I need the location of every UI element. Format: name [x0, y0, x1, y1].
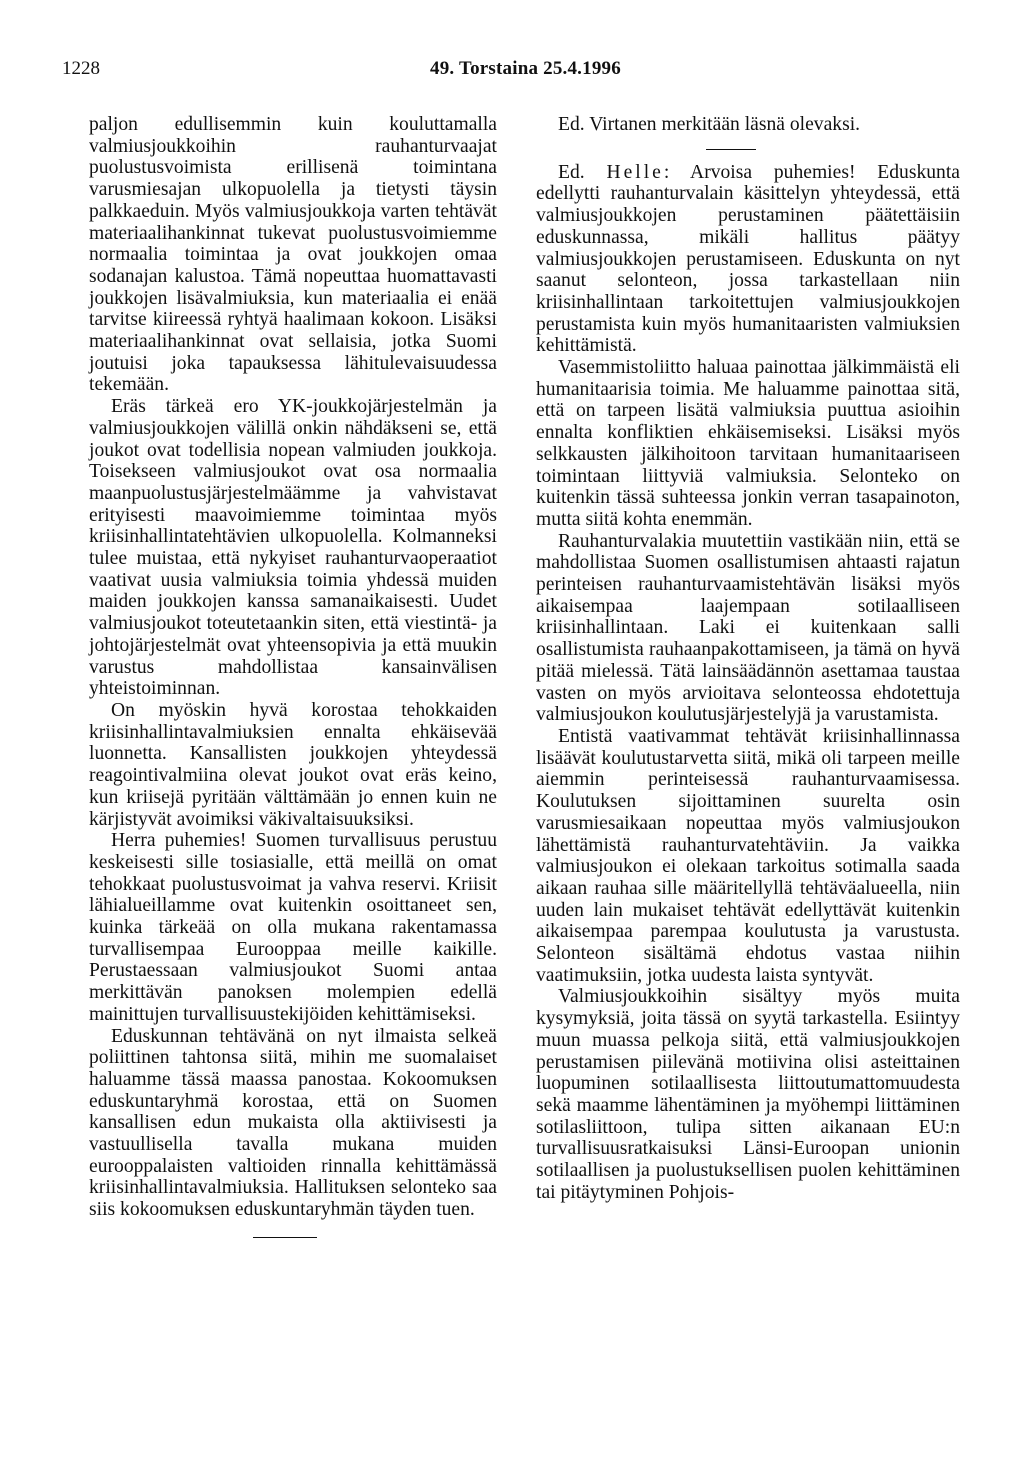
left-column [89, 114, 497, 1238]
left-paragraph-4: Herra puhemies! Suomen turvallisuus perustuu keskeisesti sille tosiasialle, että meillä on omat tehokkaat puolustusvoimat ja vahva reservi. Kriisit lähialueillamme ovat kuitenkin osoittaneet sen, kuinka tärkeää on olla mukana rakentamassa turvallisempaa Eurooppaa meille kaikille. Perustaessaan valmiusjoukot Suomi antaa merkittävän panoksen molempien edellä mainittujen turvallisuustekijöiden kehittämiseksi. [89, 830, 497, 1025]
right-paragraph-4: Entistä vaativammat tehtävät kriisinhallinnassa lisäävät koulutustarvetta siitä, mikä oli tarpeen meille aiemmin perinteisessä rauhanturvaamisessa. Koulutuksen sijoittaminen suurelta osin varusmiesaikaan nopeuttaa myös valmiusjoukon lähettämistä rauhanturvatehtäviin. Ja vaikka valmiusjoukon ei olekaan tarkoitus sotimalla saada aikaan rauhaa sille määritellyllä tehtäväalueella, niin uuden lain mukaiset tehtävät edellyttävät kuitenkin aikaisempaa parempaa koulutusta ja varustusta. Selonteon sisältämä ehdotus vastaa niihin vaatimuksiin, jotka uudesta laista syntyvät. [536, 725, 960, 986]
page-number: 1228 [62, 58, 100, 79]
right-column [536, 114, 960, 1203]
left-paragraph-5: Eduskunnan tehtävänä on nyt ilmaista selkeä poliittinen tahtonsa siitä, mihin me suomalaiset haluamme tässä maassa panostaa. Kokoomuksen eduskuntaryhmä korostaa, että on Suomen kansallisen edun mukaista olla aktiivisesti ja vastuullisella tavalla mukana muiden eurooppalaisten valtioiden rinnalla kehittämässä kriisinhallintavalmiuksia. Hallituksen selonteko saa siis kokoomuksen eduskuntaryhmän täyden tuen. [89, 1025, 497, 1221]
left-paragraph-1: paljon edullisemmin kuin kouluttamalla valmiusjoukkoihin rauhanturvaajat puolustusvoimista erillisenä toimintana varusmiesajan ulkopuolella ja tietysti täysin palkkaeduin. Myös valmiusjoukkoja varten tehtävät materiaalihankinnat tukevat puolustusvoimiemme normaalia toimintaa ja ovat joukkojen omaa sodanajan kalustoa. Tämä nopeuttaa huomattavasti joukkojen lisävalmiuksia, kun materiaalia ei enää tarvitse kiireessä ryhtyä haalimaan kokoon. Lisäksi materiaalihankinnat ovat sellaisia, jotka Suomi joutuisi joka tapauksessa lähitulevaisuudessa tekemään. [89, 114, 497, 396]
left-paragraph-3: On myöskin hyvä korostaa tehokkaiden kriisinhallintavalmiuksien ennalta ehkäisevää luonnetta. Kansallisten joukkojen yhteydessä reagointivalmiina olevat joukot ovat eräs keino, kun kriisejä pyritään välttämään jo ennen kuin ne kärjistyvät avoimiksi väkivaltaisuuksiksi. [89, 699, 497, 830]
running-title: 49. Torstaina 25.4.1996 [430, 58, 621, 79]
right-paragraph-2: Vasemmistoliitto haluaa painottaa jälkimmäistä eli humanitaarisia toimia. Me haluamme painottaa sitä, että on tarpeen lisätä valmiuksia puuttua asioihin ennalta konfliktien ehkäisemiseksi. Lisäksi myös selkkausten jälkihoitoon tarvitaan humanitaariseen toimintaan liittyviä valmiuksia. Selonteko on kuitenkin tässä suhteessa jonkin verran tasapainoton, mutta siitä kohta enemmän. [536, 357, 960, 530]
right-paragraph-1-text: Arvoisa puhemies! Eduskunta edellytti rauhanturvalain käsittelyn yhteydessä, että valmiusjoukkojen perustaminen päätettäisiin eduskunnassa, mikäli hallitus päätyy valmiusjoukkojen perustamiseen. Eduskunta on nyt saanut selonteon, jossa tarkastellaan niin kriisinhallintaan tarkoitettujen valmiusjoukkojen perustamista kuin myös humanitaaristen valmiuksien kehittämistä. [536, 161, 960, 357]
presence-note: Ed. Virtanen merkitään läsnä olevaksi. [558, 114, 861, 135]
speaker-colon: : [663, 161, 670, 183]
section-divider-right [706, 149, 756, 150]
right-paragraph-3: Rauhanturvalakia muutettiin vastikään niin, että se mahdollistaa Suomen osallistumisen ahtaasti rajatun perinteisen rauhanturvaamistehtävän lisäksi myös aikaisempaa laajempaan sotilaalliseen kriisinhallintaan. Laki ei kuitenkaan salli osallistumista rauhaanpakottamiseen, ja tämä on hyvä pitää mielessä. Tätä lainsäädännön asettamaa taustaa vasten on myös arvioitava selonteossa ehdotettuja valmiusjoukon koulutusjärjestelyjä ja varustamista. [536, 530, 960, 726]
speaker-prefix: Ed. [558, 161, 585, 183]
section-divider-left [253, 1237, 317, 1238]
speaker-name: Helle [606, 161, 664, 183]
right-paragraph-5: Valmiusjoukkoihin sisältyy myös muita kysymyksiä, joita tässä on syytä tarkastella. Esiintyy muun muassa pelkoja siitä, että valmiusjoukkojen perustamisen piilevänä motiivina olisi asteittainen luopuminen sotilaallisesta liittoutumattomuudesta sekä maamme lähentäminen ja myöhempi liittäminen sotilasliittoon, tulipa sitten aikanaan EU:n turvallisuusratkaisuksi Länsi-Euroopan unionin sotilaallisen ja puolustuksellisen puolen kehittäminen tai pitäytyminen Pohjois- [536, 986, 960, 1203]
right-paragraph-1 [536, 162, 960, 357]
page-header [62, 58, 972, 82]
left-paragraph-2: Eräs tärkeä ero YK-joukkojärjestelmän ja valmiusjoukkojen välillä onkin nähdäkseni se, että joukot ovat todellisia nopean valmiuden joukkoja. Toisekseen valmiusjoukot ovat osa normaalia maanpuolustusjärjestelmäämme ja vahvistavat erityisesti maavoimiemme toimintaa myös kriisinhallintatehtävien ulkopuolella. Kolmanneksi tulee muistaa, että nykyiset rauhanturvaoperaatiot vaativat uusia valmiuksia toimia yhdessä muiden maiden joukkojen kanssa samanaikaisesti. Uudet valmiusjoukot toteutetaankin siten, että viestintä- ja johtojärjestelmät ovat yhteensopivia ja että muukin varustus mahdollistaa kansainvälisen yhteistoiminnan. [89, 396, 497, 700]
